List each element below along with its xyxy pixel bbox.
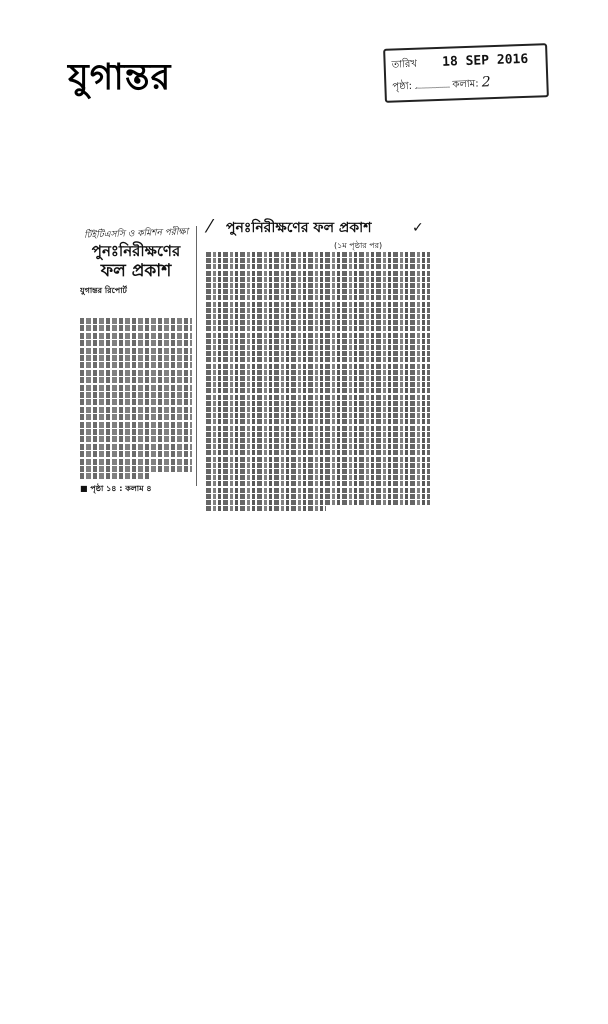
text-line <box>80 459 192 465</box>
stamp-page-row: পৃষ্ঠা: কলাম: 2 <box>392 74 491 93</box>
stamp-date-value: 18 SEP 2016 <box>441 51 529 70</box>
text-line <box>80 473 150 479</box>
text-line <box>80 325 192 331</box>
text-line <box>206 457 430 462</box>
text-line <box>206 289 430 294</box>
column-divider <box>196 226 197 486</box>
text-line <box>206 326 430 331</box>
tick-mark-icon: ✓ <box>412 220 424 236</box>
text-line <box>80 422 192 428</box>
left-clipping <box>80 226 192 496</box>
text-line <box>80 399 192 405</box>
stamp-column-label: কলাম <box>452 78 476 91</box>
text-line <box>80 348 192 354</box>
text-line <box>80 362 192 368</box>
text-line <box>206 283 430 288</box>
text-line <box>206 432 430 437</box>
text-line <box>206 401 430 406</box>
text-line <box>206 302 430 307</box>
left-byline: যুগান্তর রিপোর্ট <box>80 286 127 295</box>
text-line <box>206 407 430 412</box>
text-line <box>80 444 192 450</box>
text-line <box>80 318 192 324</box>
text-line <box>206 370 430 375</box>
text-line <box>206 339 430 344</box>
text-line <box>206 277 430 282</box>
left-continued-note: ■ পৃষ্ঠা ১৪ : কলাম ৪ <box>80 484 152 493</box>
text-line <box>206 364 430 369</box>
text-line <box>80 466 192 472</box>
text-line <box>206 271 430 276</box>
right-continued-from: (১ম পৃষ্ঠার পর) <box>334 241 383 250</box>
text-line <box>206 469 430 474</box>
right-clipping <box>204 212 432 512</box>
text-line <box>80 385 192 391</box>
stamp-column-value: 2 <box>481 74 491 91</box>
right-headline: পুনঃনিরীক্ষণের ফল প্রকাশ <box>226 220 372 236</box>
newspaper-masthead: যুগান্তর <box>68 56 172 98</box>
text-line <box>206 382 430 387</box>
text-line <box>80 333 192 339</box>
stamp-page-blank <box>415 87 449 89</box>
text-line <box>206 333 430 338</box>
text-line <box>206 444 430 449</box>
text-line <box>206 252 430 257</box>
text-line <box>206 320 430 325</box>
left-headline-line2: ফল প্রকাশ <box>100 261 172 281</box>
archive-stamp <box>383 43 549 103</box>
text-line <box>206 463 430 468</box>
text-line <box>206 450 430 455</box>
text-line <box>206 488 430 493</box>
stamp-date-label: তারিখ <box>391 58 418 71</box>
text-line <box>206 395 430 400</box>
text-line <box>80 414 192 420</box>
text-line <box>206 376 430 381</box>
text-line <box>206 413 430 418</box>
text-line <box>206 345 430 350</box>
pen-mark-icon: ⁄ <box>208 216 212 237</box>
text-line <box>206 500 430 505</box>
text-line <box>80 451 192 457</box>
stamp-page-label: পৃষ্ঠা <box>392 81 409 93</box>
text-line <box>206 426 430 431</box>
text-line <box>206 308 430 313</box>
text-line <box>206 295 430 300</box>
text-line <box>206 264 430 269</box>
text-line <box>206 475 430 480</box>
left-headline-line1: পুনঃনিরীক্ষণের <box>91 242 181 260</box>
text-line <box>206 506 326 511</box>
text-line <box>206 388 430 393</box>
text-line <box>206 351 430 356</box>
text-line <box>80 340 192 346</box>
text-line <box>206 494 430 499</box>
stamp-date-row <box>391 52 528 75</box>
text-line <box>80 407 192 413</box>
text-line <box>80 370 192 376</box>
text-line <box>206 481 430 486</box>
text-line <box>80 355 192 361</box>
text-line <box>206 419 430 424</box>
text-line <box>206 314 430 319</box>
left-kicker: টিইটিএসসি ও কমিশন পরীক্ষা <box>83 227 189 241</box>
text-line <box>206 438 430 443</box>
text-line <box>80 429 192 435</box>
text-line <box>206 357 430 362</box>
text-line <box>206 258 430 263</box>
text-line <box>80 377 192 383</box>
text-line <box>80 436 192 442</box>
text-line <box>80 392 192 398</box>
